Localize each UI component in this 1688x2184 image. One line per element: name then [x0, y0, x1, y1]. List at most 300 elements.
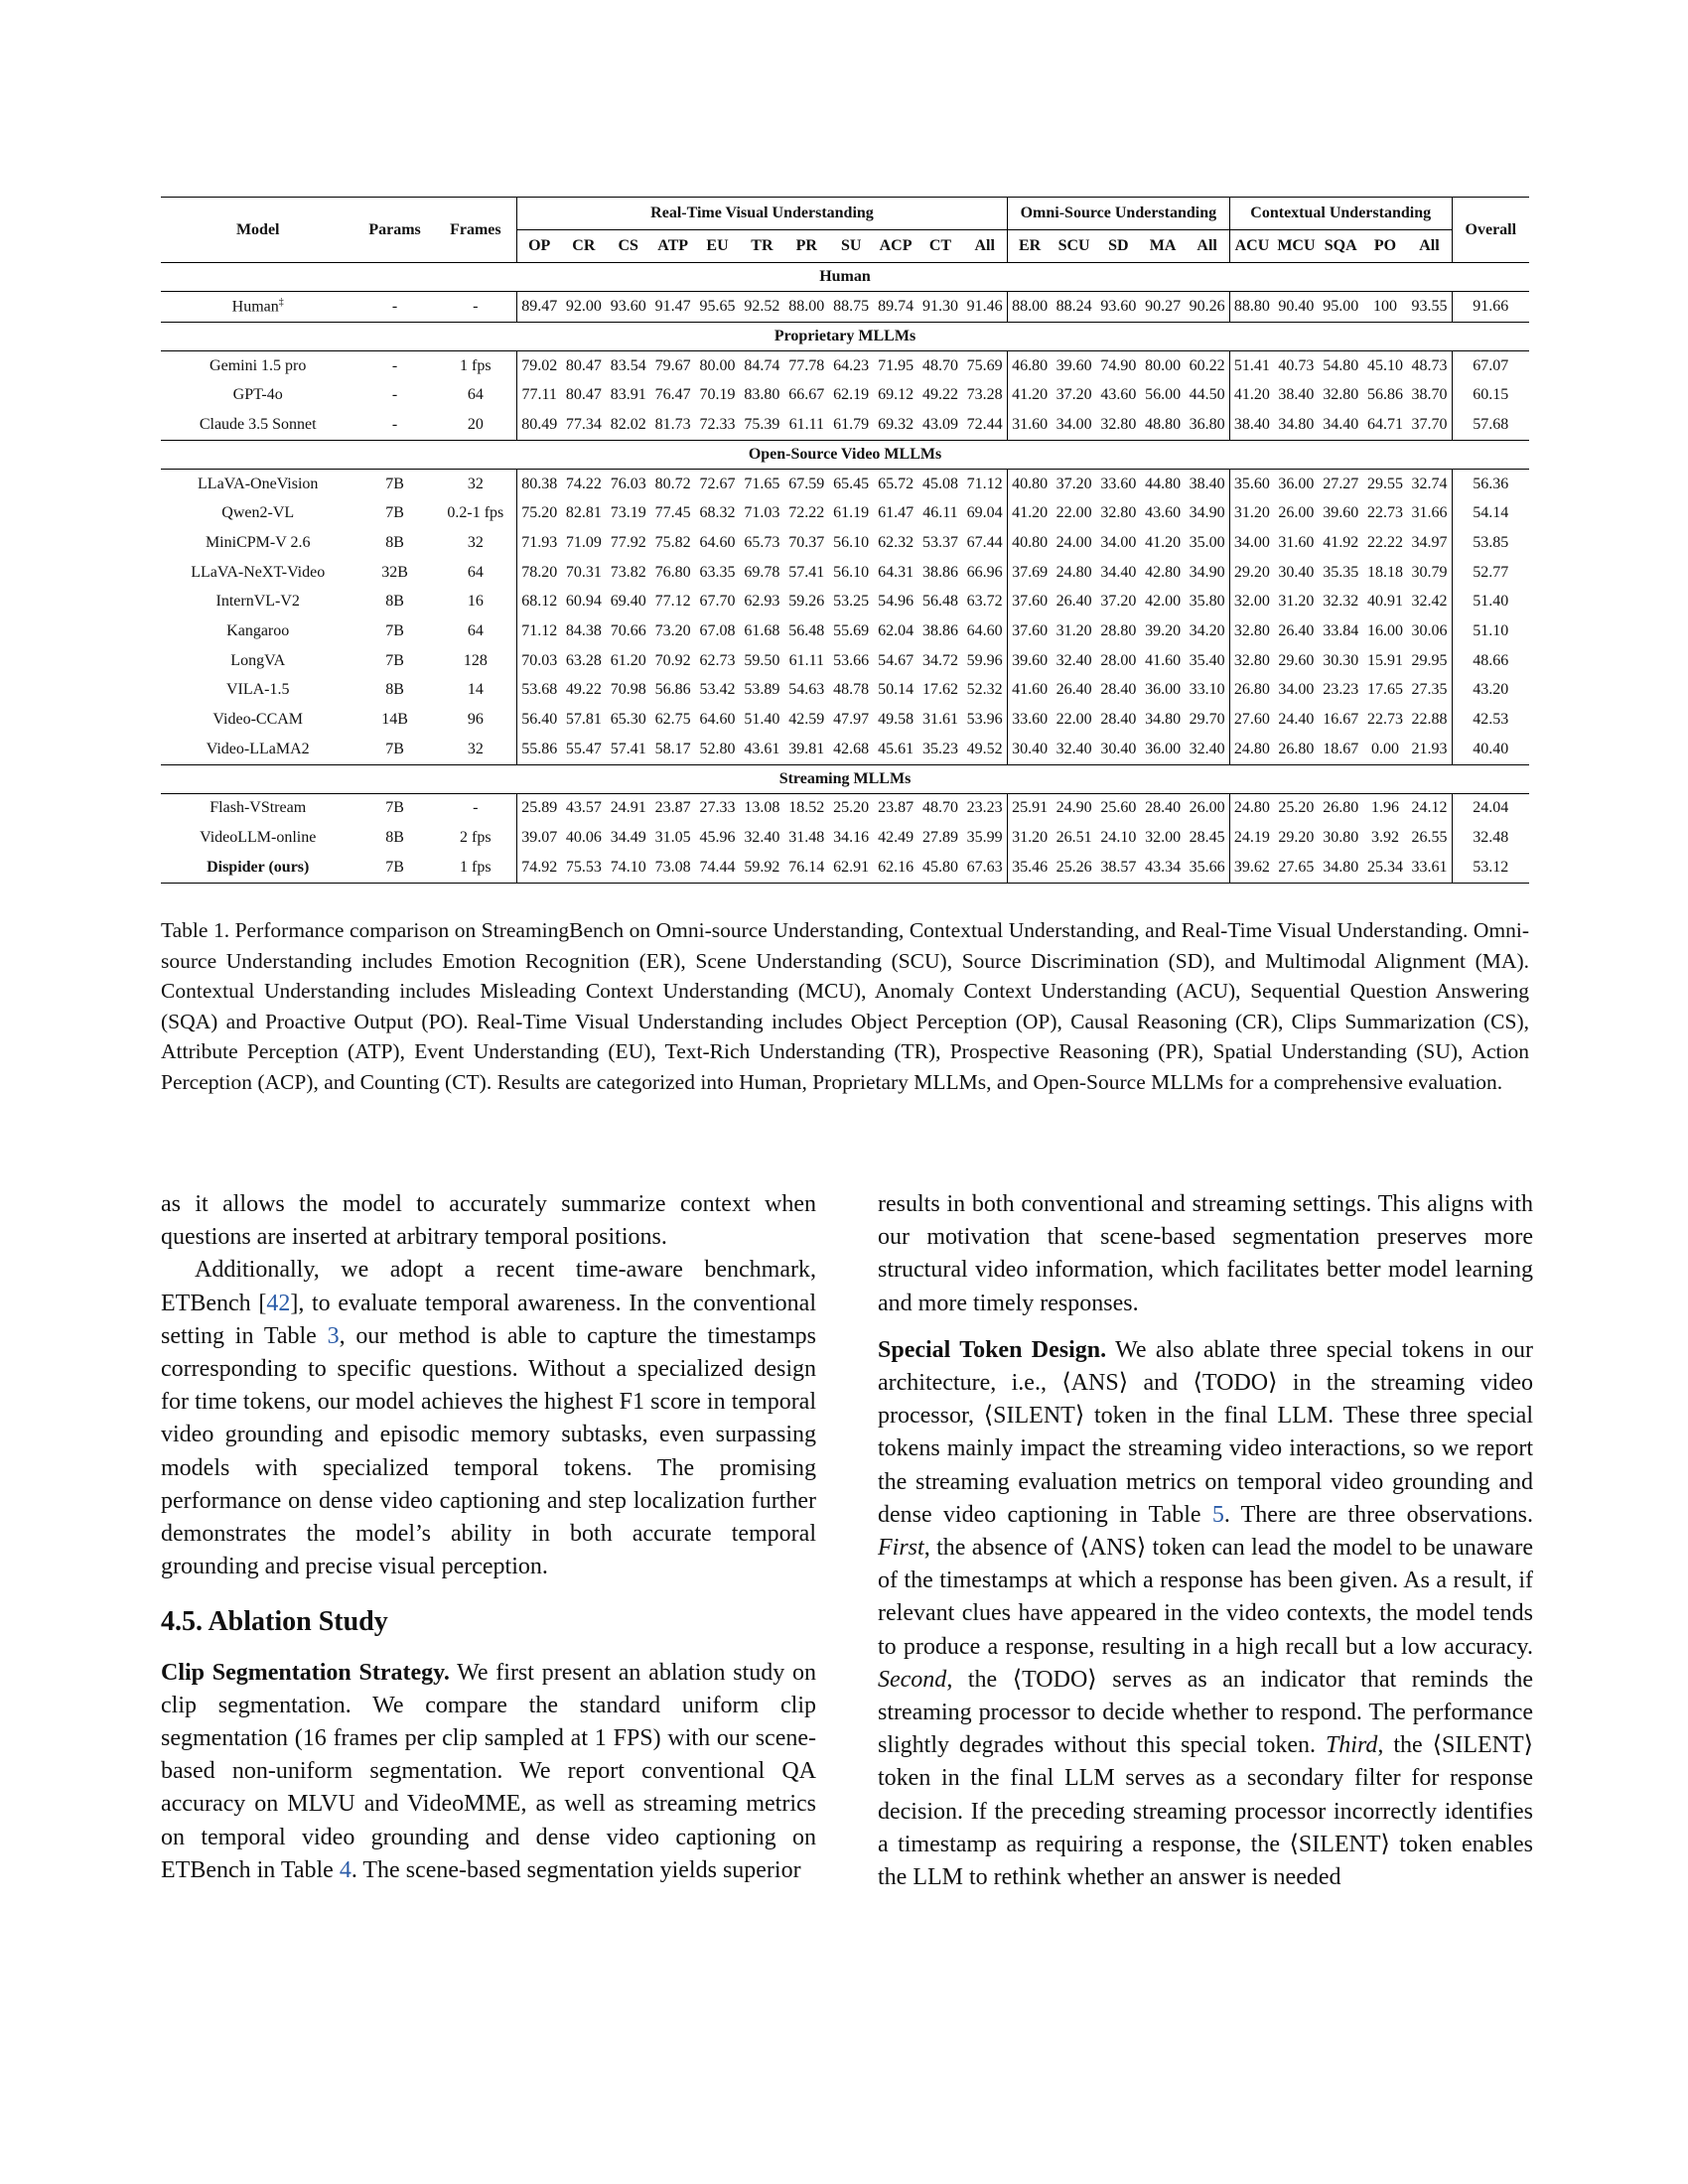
cell-rt: 74.22 [561, 469, 606, 498]
table-row [161, 793, 1529, 823]
header-params: Params [354, 198, 434, 263]
table-row [161, 616, 1529, 646]
cell-rt: 65.45 [829, 469, 874, 498]
cell-ctx: 26.80 [1229, 676, 1274, 706]
cell-rt: 48.70 [918, 350, 963, 380]
cell-rt: 65.72 [874, 469, 918, 498]
cell-params: - [354, 350, 434, 380]
results-table [161, 197, 1529, 884]
cell-rt: 62.32 [878, 533, 914, 551]
cell-rt: 27.33 [695, 793, 740, 823]
cell-ctx: 32.00 [1229, 588, 1274, 617]
cell-params: 7B [354, 853, 434, 883]
cell-omni: 25.91 [1007, 793, 1052, 823]
cell-rt: 76.47 [654, 386, 691, 404]
cell-ctx: 40.73 [1274, 350, 1319, 380]
cell-ctx: 39.62 [1229, 853, 1274, 883]
cell-omni: 41.20 [1145, 533, 1182, 551]
cell-rt: 54.63 [788, 681, 825, 699]
cell-ctx: 26.40 [1278, 622, 1315, 640]
cell-ctx: 26.00 [1278, 504, 1315, 522]
cell-omni: 31.60 [1007, 410, 1052, 440]
cell-ctx: 24.80 [1229, 793, 1274, 823]
cell-omni: 34.00 [1055, 415, 1092, 433]
cell-omni: 24.10 [1100, 829, 1137, 847]
table-4-link[interactable]: 4 [339, 1856, 352, 1883]
cell-ctx: 24.12 [1407, 793, 1452, 823]
cell-ctx: 39.60 [1323, 504, 1359, 522]
cell-rt: 32.40 [744, 829, 780, 847]
cell-ctx: 31.66 [1411, 504, 1448, 522]
cell-omni: 24.00 [1055, 533, 1092, 551]
cell-rt: 53.66 [833, 651, 870, 669]
cell-omni: 43.60 [1145, 504, 1182, 522]
subheader-rt-ct: CT [928, 237, 952, 254]
cell-ctx: 38.40 [1229, 410, 1274, 440]
cell-model: Video-LLaMA2 [206, 740, 310, 757]
subheader-ctx-po: PO [1373, 237, 1397, 254]
cell-frames: 16 [467, 593, 484, 611]
cell-omni: 34.00 [1100, 533, 1137, 551]
cell-rt: 54.96 [878, 593, 914, 611]
cell-ctx: 29.55 [1363, 469, 1408, 498]
cell-ctx: 64.71 [1366, 415, 1403, 433]
cell-rt: 70.98 [610, 681, 646, 699]
cell-ctx: 24.40 [1278, 711, 1315, 729]
table-row [161, 410, 1529, 440]
cell-frames: 14 [467, 681, 484, 699]
left-column [161, 1188, 816, 1887]
cell-rt: 81.73 [654, 415, 691, 433]
cell-rt: 77.92 [610, 533, 646, 551]
cell-rt: 74.44 [695, 853, 740, 883]
cell-overall: 60.15 [1452, 380, 1529, 410]
cell-frames: 20 [467, 415, 484, 433]
cell-ctx: 27.35 [1411, 681, 1448, 699]
cell-rt: 61.20 [610, 651, 646, 669]
cell-omni: 44.80 [1141, 469, 1186, 498]
cell-rt: 72.67 [695, 469, 740, 498]
cell-rt: 83.91 [610, 386, 646, 404]
citation-link[interactable]: 42 [266, 1290, 291, 1316]
cell-rt: 49.22 [921, 386, 958, 404]
cell-rt: 45.80 [918, 853, 963, 883]
cell-rt: 80.47 [561, 350, 606, 380]
cell-rt: 70.19 [699, 386, 736, 404]
cell-rt: 88.00 [784, 292, 829, 323]
cell-rt: 71.12 [962, 469, 1007, 498]
table-row [161, 380, 1529, 410]
subheader-rt-eu: EU [706, 237, 729, 254]
table-row [161, 528, 1529, 558]
cell-rt: 39.07 [517, 823, 562, 853]
cell-ctx: 34.00 [1278, 681, 1315, 699]
cell-rt: 89.74 [874, 292, 918, 323]
cell-overall: 42.53 [1452, 705, 1529, 735]
cell-ctx: 29.95 [1411, 651, 1448, 669]
cell-omni: 35.00 [1189, 533, 1225, 551]
emphasis: Third [1325, 1732, 1378, 1759]
cell-rt: 59.50 [744, 651, 780, 669]
right-paragraph-2 [878, 1334, 1533, 1894]
cell-omni: 32.80 [1100, 504, 1137, 522]
cell-rt: 71.65 [740, 469, 784, 498]
cell-rt: 66.67 [788, 386, 825, 404]
cell-rt: 24.91 [606, 793, 650, 823]
cell-omni: 56.00 [1145, 386, 1182, 404]
cell-rt: 77.78 [784, 350, 829, 380]
cell-rt: 53.37 [921, 533, 958, 551]
cell-omni: 28.40 [1100, 711, 1137, 729]
header-group-omni: Omni-Source Understanding [1007, 198, 1229, 230]
cell-rt: 82.02 [610, 415, 646, 433]
left-paragraph-3 [161, 1657, 816, 1887]
cell-ctx: 27.27 [1319, 469, 1363, 498]
cell-rt: 52.80 [699, 740, 736, 757]
cell-ctx: 24.80 [1229, 735, 1274, 764]
table-row [161, 469, 1529, 498]
cell-ctx: 25.20 [1274, 793, 1319, 823]
cell-ctx: 18.67 [1323, 740, 1359, 757]
cell-ctx: 100 [1363, 292, 1408, 323]
cell-omni: 39.60 [1007, 646, 1052, 676]
cell-ctx: 36.00 [1274, 469, 1319, 498]
cell-rt: 67.70 [699, 593, 736, 611]
cell-ctx: 56.86 [1366, 386, 1403, 404]
cell-overall: 57.68 [1452, 410, 1529, 440]
cell-rt: 61.19 [833, 504, 870, 522]
cell-rt: 80.38 [517, 469, 562, 498]
text-span: , the ⟨TODO⟩ serves as an indicator that reminds the streaming processor to decide whether to respond. The performance slightly degrades without this special token. [878, 1666, 1533, 1759]
cell-ctx: 0.00 [1370, 740, 1399, 757]
cell-rt: 64.23 [829, 350, 874, 380]
cell-rt: 34.16 [833, 829, 870, 847]
cell-model: Qwen2-VL [221, 504, 295, 522]
cell-rt: 89.47 [517, 292, 562, 323]
cell-rt: 73.20 [654, 622, 691, 640]
cell-omni: 29.70 [1189, 711, 1225, 729]
cell-overall: 53.85 [1452, 528, 1529, 558]
cell-rt: 56.10 [833, 533, 870, 551]
cell-rt: 67.63 [962, 853, 1007, 883]
cell-ctx: 29.20 [1229, 558, 1274, 588]
header-overall: Overall [1452, 198, 1529, 263]
cell-model: Dispider (ours) [161, 853, 354, 883]
cell-params: 8B [385, 593, 404, 611]
section-title: Open-Source Video MLLMs [161, 440, 1529, 469]
cell-overall: 67.07 [1452, 350, 1529, 380]
table-5-link[interactable]: 5 [1211, 1501, 1224, 1528]
cell-rt: 45.61 [878, 740, 914, 757]
cell-rt: 71.95 [874, 350, 918, 380]
cell-ctx: 27.65 [1274, 853, 1319, 883]
cell-rt: 56.48 [788, 622, 825, 640]
cell-rt: 64.31 [878, 563, 914, 581]
cell-rt: 75.69 [962, 350, 1007, 380]
cell-rt: 83.80 [744, 386, 780, 404]
text-span: We first present an ablation study on clip segmentation. We compare the standard uniform clip segmentation (16 frames per clip sampled at 1 FPS) with our scene-based non-uniform segmentation. We report conventional QA accuracy on MLVU and VideoMME, as well as streaming metrics on temporal video grounding and dense video captioning on ETBench in Table [161, 1659, 816, 1883]
cell-omni: 44.50 [1189, 386, 1225, 404]
cell-rt: 74.10 [606, 853, 650, 883]
cell-params: 7B [385, 622, 404, 640]
cell-rt: 31.05 [654, 829, 691, 847]
cell-rt: 48.78 [833, 681, 870, 699]
cell-omni: 40.80 [1007, 528, 1052, 558]
cell-ctx: 1.96 [1363, 793, 1408, 823]
cell-omni: 37.20 [1052, 469, 1096, 498]
cell-rt: 25.89 [517, 793, 562, 823]
cell-rt: 73.28 [966, 386, 1003, 404]
cell-rt: 62.75 [654, 711, 691, 729]
text-span: We also ablate three special tokens in our architecture, i.e., ⟨ANS⟩ and ⟨TODO⟩ in the streaming video processor, ⟨SILENT⟩ token in the final LLM. These three special tokens mainly impact the streaming video interactions, so we report the streaming evaluation metrics on temporal video grounding and dense video captioning in Table [878, 1336, 1533, 1528]
cell-rt: 95.65 [695, 292, 740, 323]
cell-rt: 65.30 [610, 711, 646, 729]
cell-overall: 40.40 [1452, 735, 1529, 764]
section-row [161, 764, 1529, 793]
cell-omni: 28.40 [1100, 681, 1137, 699]
subheader-rt-atp: ATP [657, 237, 689, 254]
cell-ctx: 22.73 [1366, 711, 1403, 729]
cell-rt: 80.00 [695, 350, 740, 380]
cell-rt: 25.20 [829, 793, 874, 823]
cell-rt: 50.14 [878, 681, 914, 699]
subheader-rt-op: OP [517, 230, 562, 263]
subheader-ctx-sqa: SQA [1324, 237, 1357, 254]
cell-omni: 35.40 [1189, 651, 1225, 669]
cell-omni: 41.60 [1007, 676, 1052, 706]
cell-rt: 55.69 [833, 622, 870, 640]
cell-omni: 24.80 [1055, 563, 1092, 581]
left-paragraph-1: as it allows the model to accurately summarize context when questions are inserted at arbitrary temporal positions. [161, 1191, 816, 1251]
cell-model: VideoLLM-online [200, 829, 317, 847]
cell-params: 8B [385, 681, 404, 699]
cell-rt: 61.11 [788, 415, 824, 433]
cell-model: MiniCPM-V 2.6 [205, 533, 311, 551]
cell-omni: 34.20 [1189, 622, 1225, 640]
cell-overall: 52.77 [1452, 558, 1529, 588]
cell-omni: 35.46 [1007, 853, 1052, 883]
cell-model: LLaVA-NeXT-Video [191, 563, 326, 581]
table-header [161, 198, 1529, 263]
cell-ctx: 26.55 [1411, 829, 1448, 847]
cell-ctx: 32.80 [1323, 386, 1359, 404]
table-row [161, 292, 1529, 323]
cell-rt: 69.32 [878, 415, 914, 433]
cell-params: 7B [354, 469, 434, 498]
cell-rt: 91.46 [962, 292, 1007, 323]
cell-rt: 39.81 [788, 740, 825, 757]
section-row [161, 263, 1529, 292]
cell-rt: 77.12 [654, 593, 691, 611]
cell-ctx: 41.20 [1229, 380, 1274, 410]
subheader-omni-all: All [1196, 237, 1217, 254]
table-3-link[interactable]: 3 [327, 1322, 340, 1349]
cell-rt: 61.47 [878, 504, 914, 522]
cell-rt: 13.08 [740, 793, 784, 823]
cell-rt: 69.40 [610, 593, 646, 611]
cell-params: - [391, 415, 398, 433]
cell-rt: 70.37 [788, 533, 825, 551]
cell-omni: 37.60 [1007, 616, 1052, 646]
cell-omni: 39.60 [1052, 350, 1096, 380]
cell-rt: 80.49 [517, 410, 562, 440]
cell-rt: 56.40 [517, 705, 562, 735]
cell-rt: 56.48 [921, 593, 958, 611]
cell-overall: 32.48 [1452, 823, 1529, 853]
cell-overall: 91.66 [1452, 292, 1529, 323]
cell-rt: 51.40 [744, 711, 780, 729]
cell-frames: 64 [467, 386, 484, 404]
cell-rt: 64.60 [966, 622, 1003, 640]
cell-omni: 26.40 [1055, 681, 1092, 699]
cell-overall: 53.12 [1452, 853, 1529, 883]
cell-rt: 73.19 [610, 504, 646, 522]
cell-omni: 37.69 [1007, 558, 1052, 588]
cell-rt: 91.47 [650, 292, 695, 323]
table-row [161, 588, 1529, 617]
section-row [161, 440, 1529, 469]
right-column [878, 1188, 1533, 1894]
cell-rt: 82.81 [565, 504, 602, 522]
header-group-realtime: Real-Time Visual Understanding [517, 198, 1008, 230]
cell-params: - [391, 386, 398, 404]
cell-rt: 62.19 [833, 386, 870, 404]
cell-omni: 42.80 [1145, 563, 1182, 581]
cell-frames: - [435, 292, 517, 323]
cell-ctx: 33.61 [1407, 853, 1452, 883]
cell-rt: 54.67 [878, 651, 914, 669]
cell-rt: 71.12 [517, 616, 562, 646]
cell-omni: 25.60 [1096, 793, 1141, 823]
cell-rt: 42.59 [788, 711, 825, 729]
subheader-omni-scu: SCU [1057, 237, 1090, 254]
subheader-rt-all: All [974, 237, 995, 254]
emphasis: Second [878, 1666, 947, 1693]
cell-rt: 92.00 [561, 292, 606, 323]
runin-title: Clip Segmentation Strategy. [161, 1659, 450, 1686]
table-caption: Table 1. Performance comparison on StreamingBench on Omni-source Understanding, Contextual Understanding, and Real-Time Visual Understanding. Omni-source Understanding includes Emotion Recognition (ER), Scene Understanding (SCU), Source Discrimination (SD), and Multimodal Alignment (MA). Contextual Understanding includes Misleading Context Understanding (MCU), Anomaly Context Understanding (ACU), Sequential Question Answering (SQA) and Proactive Output (PO). Real-Time Visual Understanding includes Object Perception (OP), Causal Reasoning (CR), Clips Summarization (CS), Attribute Perception (ATP), Event Understanding (EU), Text-Rich Understanding (TR), Prospective Reasoning (PR), Spatial Understanding (SU), Action Perception (ACP), and Counting (CT). Results are categorized into Human, Proprietary MLLMs, and Open-Source MLLMs for a comprehensive evaluation. [161, 918, 1529, 1094]
cell-ctx: 25.34 [1363, 853, 1408, 883]
cell-frames: 32 [435, 469, 517, 498]
cell-rt: 61.11 [788, 651, 824, 669]
cell-rt: 34.49 [610, 829, 646, 847]
cell-rt: 70.03 [517, 646, 562, 676]
cell-frames: - [435, 793, 517, 823]
cell-ctx: 30.06 [1411, 622, 1448, 640]
cell-ctx: 95.00 [1319, 292, 1363, 323]
cell-ctx: 15.91 [1366, 651, 1403, 669]
text-span: ], to evaluate temporal awareness. In the conventional setting in Table [161, 1290, 817, 1349]
cell-rt: 91.30 [918, 292, 963, 323]
cell-rt: 92.52 [740, 292, 784, 323]
cell-rt: 71.93 [517, 528, 562, 558]
cell-rt: 62.73 [699, 651, 736, 669]
cell-rt: 18.52 [784, 793, 829, 823]
table-body [161, 263, 1529, 884]
cell-rt: 35.99 [966, 829, 1003, 847]
cell-ctx: 34.80 [1319, 853, 1363, 883]
cell-overall: 43.20 [1452, 676, 1529, 706]
cell-rt: 77.34 [565, 415, 602, 433]
paragraph-gap [878, 1320, 1533, 1334]
cell-rt: 53.89 [744, 681, 780, 699]
right-paragraph-1: results in both conventional and streaming settings. This aligns with our motivation that scene-based segmentation preserves more structural video information, which facilitates better model learning and more timely responses. [878, 1191, 1533, 1316]
cell-rt: 66.96 [966, 563, 1003, 581]
cell-params: 8B [385, 533, 404, 551]
emphasis: First [878, 1535, 924, 1562]
cell-rt: 80.72 [650, 469, 695, 498]
cell-omni: 28.40 [1141, 793, 1186, 823]
cell-ctx: 38.70 [1411, 386, 1448, 404]
cell-rt: 73.08 [650, 853, 695, 883]
table-row [161, 646, 1529, 676]
cell-rt: 88.75 [829, 292, 874, 323]
table-row [161, 350, 1529, 380]
subheader-rt-su: SU [840, 237, 862, 254]
cell-omni: 39.20 [1145, 622, 1182, 640]
subheader-rt-cr: CR [572, 237, 596, 254]
cell-omni: 32.40 [1055, 740, 1092, 757]
cell-omni: 38.40 [1186, 469, 1230, 498]
cell-rt: 75.53 [561, 853, 606, 883]
cell-params: 7B [385, 504, 404, 522]
cell-rt: 43.57 [561, 793, 606, 823]
cell-model [161, 292, 354, 323]
table-row [161, 676, 1529, 706]
cell-omni: 41.60 [1145, 651, 1182, 669]
subheader-rt-pr: PR [795, 237, 817, 254]
cell-rt: 52.32 [966, 681, 1003, 699]
cell-ctx: 26.80 [1319, 793, 1363, 823]
cell-omni: 46.80 [1007, 350, 1052, 380]
cell-rt: 72.33 [699, 415, 736, 433]
cell-omni: 37.20 [1055, 386, 1092, 404]
cell-rt: 84.74 [740, 350, 784, 380]
cell-omni: 34.90 [1189, 563, 1225, 581]
section-title: Streaming MLLMs [161, 764, 1529, 793]
cell-omni: 34.40 [1100, 563, 1137, 581]
cell-omni: 33.60 [1007, 705, 1052, 735]
cell-rt: 64.60 [699, 533, 736, 551]
cell-omni: 30.40 [1007, 735, 1052, 764]
cell-rt: 57.41 [788, 563, 825, 581]
cell-rt: 76.03 [606, 469, 650, 498]
cell-omni: 32.80 [1100, 415, 1137, 433]
cell-ctx: 40.91 [1366, 593, 1403, 611]
cell-rt: 59.26 [788, 593, 825, 611]
cell-ctx: 30.79 [1411, 563, 1448, 581]
cell-frames: 1 fps [435, 853, 517, 883]
cell-rt: 56.10 [833, 563, 870, 581]
cell-rt: 34.72 [921, 651, 958, 669]
cell-omni: 60.22 [1186, 350, 1230, 380]
cell-rt: 38.86 [921, 563, 958, 581]
cell-params: 7B [385, 651, 404, 669]
subheader-omni-er: ER [1007, 230, 1052, 263]
runin-title: Special Token Design. [878, 1336, 1107, 1363]
cell-model: Claude 3.5 Sonnet [199, 415, 317, 433]
cell-rt: 55.47 [565, 740, 602, 757]
cell-ctx: 34.80 [1278, 415, 1315, 433]
cell-rt: 48.70 [918, 793, 963, 823]
cell-omni: 41.20 [1007, 498, 1052, 528]
header-model: Model [161, 198, 354, 263]
cell-ctx: 31.20 [1229, 498, 1274, 528]
cell-ctx: 90.40 [1274, 292, 1319, 323]
cell-omni: 28.00 [1100, 651, 1137, 669]
cell-rt: 42.68 [833, 740, 870, 757]
subheader-ctx-all: All [1419, 237, 1440, 254]
